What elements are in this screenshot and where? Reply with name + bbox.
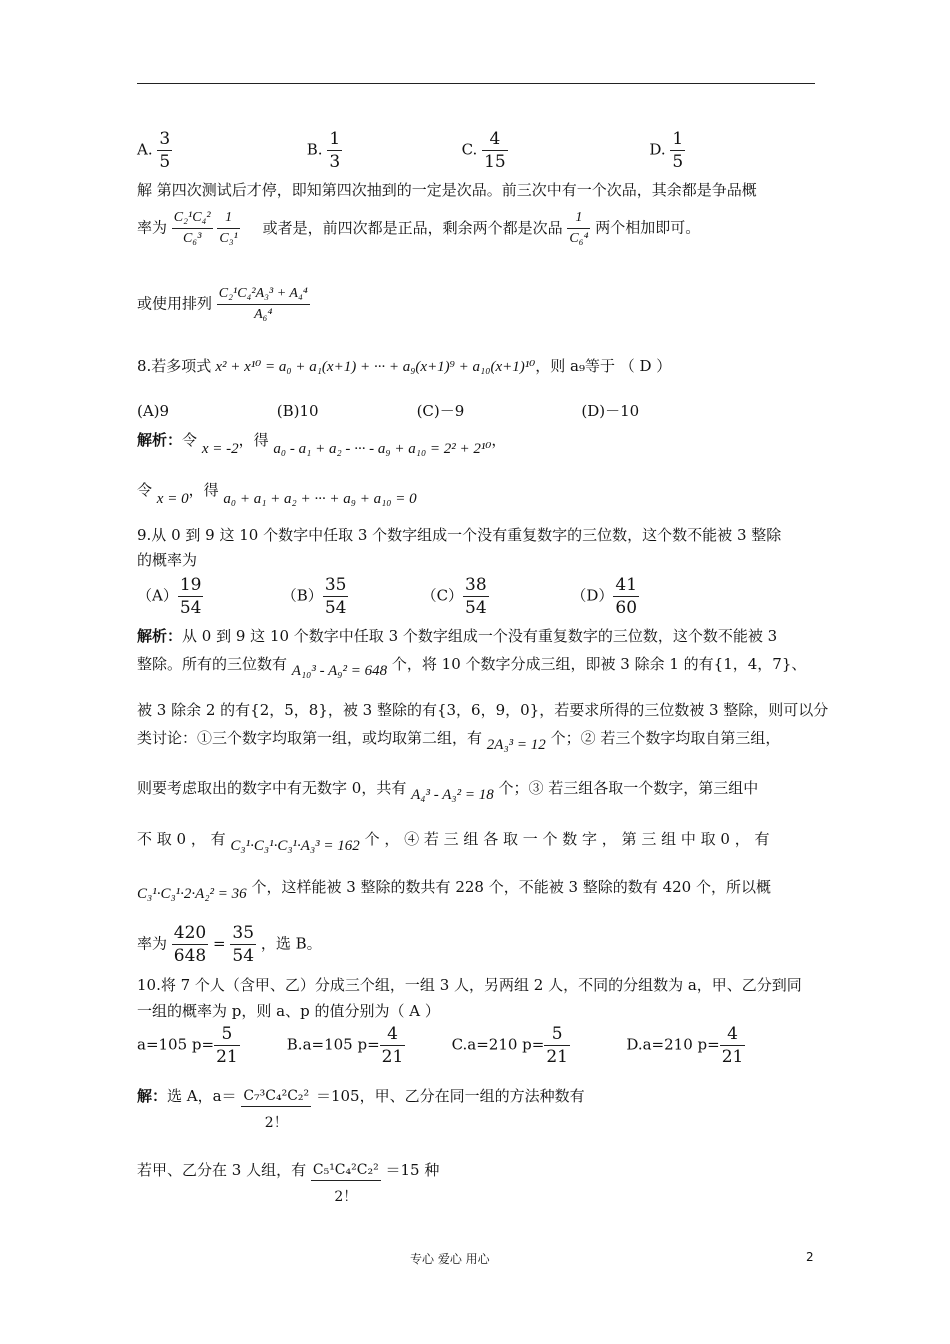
q9-analysis-line3: 被 3 除余 2 的有{2，5，8}，被 3 整除的有{3，6，9，0}，若要求所得的三位数被 3 整除，则可以分 — [137, 701, 829, 719]
q9-choice-b: （B） $\frac{35}{54}$ — [281, 575, 347, 618]
q8-formula: x² + x¹⁰ = a₀ + a₁(x+1) + ··· + a₉(x+1)⁹ + a₁₀(x+1)¹⁰ — [215, 359, 536, 375]
q9-analysis-line7: C₃¹·C₃¹·2·A₂² = 36 个，这样能被 3 整除的数共有 228 个，不能被 3 整除的数有 420 个，所以概 — [137, 878, 771, 902]
q7-solution-frac1: $\frac{\text{C₂¹C₄²}}{\text{C₆³}}$ — [173, 210, 211, 246]
q7-solution-frac4: $\frac{\text{C₂¹C₄²A₃³ + A₄⁴}}{\text{A₆⁴}}$ — [218, 286, 308, 322]
q7-choice-a-frac: $\frac{3}{5}$ — [159, 129, 171, 172]
q10-solution-line2: 若甲、乙分在 3 人组，有 $\frac{\text{C₅¹C₄²C₂²}}{2!}$ ＝15 种 — [137, 1161, 440, 1205]
q8-analysis-formula2: a₀ + a₁ + a₂ + ··· + a₉ + a₁₀ = 0 — [223, 491, 417, 507]
q9-analysis-line1: 解析：从 0 到 9 这 10 个数字中任取 3 个数字组成一个没有重复数字的三位数，这个数不能被 3 — [137, 627, 778, 645]
q8-choice-d: (D)－10 — [581, 402, 640, 420]
header-rule — [137, 83, 815, 84]
q7-solution-line1: 解 第四次测试后才停，即知第四次抽到的一定是次品。前三次中有一个次品，其余都是争品概 — [137, 181, 757, 199]
page-number: 2 — [806, 1250, 814, 1264]
q10-choice-a: a=105 p= $\frac{5}{21}$ — [137, 1024, 238, 1067]
q10-stem-line1: 10.将 7 个人（含甲、乙）分成三个组，一组 3 人，另两组 2 人，不同的分组数为 a，甲、乙分到同 — [137, 976, 802, 994]
q9-choice-c: （C） $\frac{38}{54}$ — [421, 575, 487, 618]
q7-solution-line3: 或使用排列 $\frac{\text{C₂¹C₄²A₃³ + A₄⁴}}{\text{A₆⁴}}$ — [137, 284, 310, 325]
q8-choice-b: (B)10 — [276, 402, 319, 420]
q9-choices — [137, 574, 639, 619]
q10-choices — [137, 1023, 745, 1068]
q9-analysis-label: 解析： — [137, 627, 183, 645]
q9-choice-d: （D） $\frac{41}{60}$ — [571, 575, 638, 618]
q9-analysis-line5: 则要考虑取出的数字中有无数字 0，共有 A₄³ - A₃² = 18 个；③ 若三组各取一个数字，第三组中 — [137, 779, 759, 803]
q7-choice-d: D. $\frac{1}{5}$ — [649, 129, 684, 172]
q9-stem-line1: 9.从 0 到 9 这 10 个数字中任取 3 个数字组成一个没有重复数字的三位数，这个数不能被 3 整除 — [137, 526, 782, 544]
q8-analysis-line2: 令 x = 0，得 a₀ + a₁ + a₂ + ··· + a₉ + a₁₀ = 0 — [137, 481, 417, 507]
q8-choices — [137, 401, 639, 421]
q7-solution-frac2: $\frac{1}{\text{C₃¹}}$ — [219, 210, 238, 246]
q9-analysis-line6: 不 取 0 ， 有 C₃¹·C₃¹·C₃¹·A₃³ = 162 个 ， ④ 若 三 组 各 取 一 个 数 字 ， 第 三 组 中 取 0 ， 有 — [137, 830, 770, 854]
q7-choice-a: A. $\frac{3}{5}$ — [137, 129, 171, 172]
q10-solution-label: 解： — [137, 1087, 168, 1105]
q8-choice-c: (C)－9 — [416, 402, 465, 420]
q10-choice-c: C.a=210 p= $\frac{5}{21}$ — [451, 1024, 568, 1067]
q7-choice-c-frac: $\frac{4}{15}$ — [484, 129, 506, 172]
q8-analysis-formula1: a₀ - a₁ + a₂ - ··· - a₉ + a₁₀ = 2² + 2¹⁰ — [273, 441, 492, 457]
q9-result-frac1: $\frac{420}{648}$ — [173, 923, 207, 966]
q8-choice-a: (A)9 — [137, 402, 170, 420]
q9-analysis-line8: 率为 $\frac{420}{648}$ = $\frac{35}{54}$ ，选 B。 — [137, 923, 322, 966]
q10-choice-d: D.a=210 p= $\frac{4}{21}$ — [626, 1024, 744, 1067]
q8-analysis-label: 解析： — [137, 431, 183, 449]
q9-result-frac2: $\frac{35}{54}$ — [232, 923, 255, 966]
q7-choice-b: B. $\frac{1}{3}$ — [306, 129, 341, 172]
q10-stem-line2: 一组的概率为 p，则 a、p 的值分别为（ A ） — [137, 1002, 440, 1020]
q10-solution-frac1: $\frac{\text{C₇³C₄²C₂²}}{2!}$ — [243, 1088, 310, 1131]
q10-solution-frac2: $\frac{\text{C₅¹C₄²C₂²}}{2!}$ — [312, 1162, 379, 1205]
q10-solution-line1: 解：选 A，a＝ $\frac{\text{C₇³C₄²C₂²}}{2!}$ ＝105，甲、乙分在同一组的方法种数有 — [137, 1087, 585, 1131]
q9-analysis-line2: 整除。所有的三位数有 A₁₀³ - A₉² = 648 个，将 10 个数字分成三组，即被 3 除余 1 的有{1，4，7}、 — [137, 655, 807, 679]
q8-stem: 8.若多项式 x² + x¹⁰ = a₀ + a₁(x+1) + ··· + a₉(x+1)⁹ + a₁₀(x+1)¹⁰，则 a₉等于 （ D ） — [137, 357, 672, 375]
q7-choice-b-frac: $\frac{1}{3}$ — [329, 129, 341, 172]
footer-slogan: 专心 爱心 用心 — [410, 1252, 490, 1266]
q7-solution-line2: 率为 $\frac{\text{C₂¹C₄²}}{\text{C₆³}}$ $\frac{1}{\text{C₃¹}}$ 或者是，前四次都是正品，剩余两个都是次品 $\frac{1}{\text{C₆⁴}}$ 两个相加即可。 — [137, 208, 700, 249]
q10-choice-b: B.a=105 p= $\frac{4}{21}$ — [286, 1024, 404, 1067]
q7-choice-d-frac: $\frac{1}{5}$ — [672, 129, 684, 172]
q7-solution-frac3: $\frac{1}{\text{C₆⁴}}$ — [569, 210, 589, 246]
q9-analysis-line4: 类讨论：①三个数字均取第一组，或均取第二组，有 2A₃³ = 12 个；② 若三个数字均取自第三组， — [137, 729, 781, 753]
q8-analysis-line1: 解析：令 x = -2，得 a₀ - a₁ + a₂ - ··· - a₉ + a₁₀ = 2² + 2¹⁰， — [137, 431, 507, 457]
q7-choice-c: C. $\frac{4}{15}$ — [461, 129, 506, 172]
q9-choice-a: （A） $\frac{19}{54}$ — [137, 575, 202, 618]
q9-stem-line2: 的概率为 — [137, 551, 198, 569]
q7-choices — [137, 128, 685, 173]
